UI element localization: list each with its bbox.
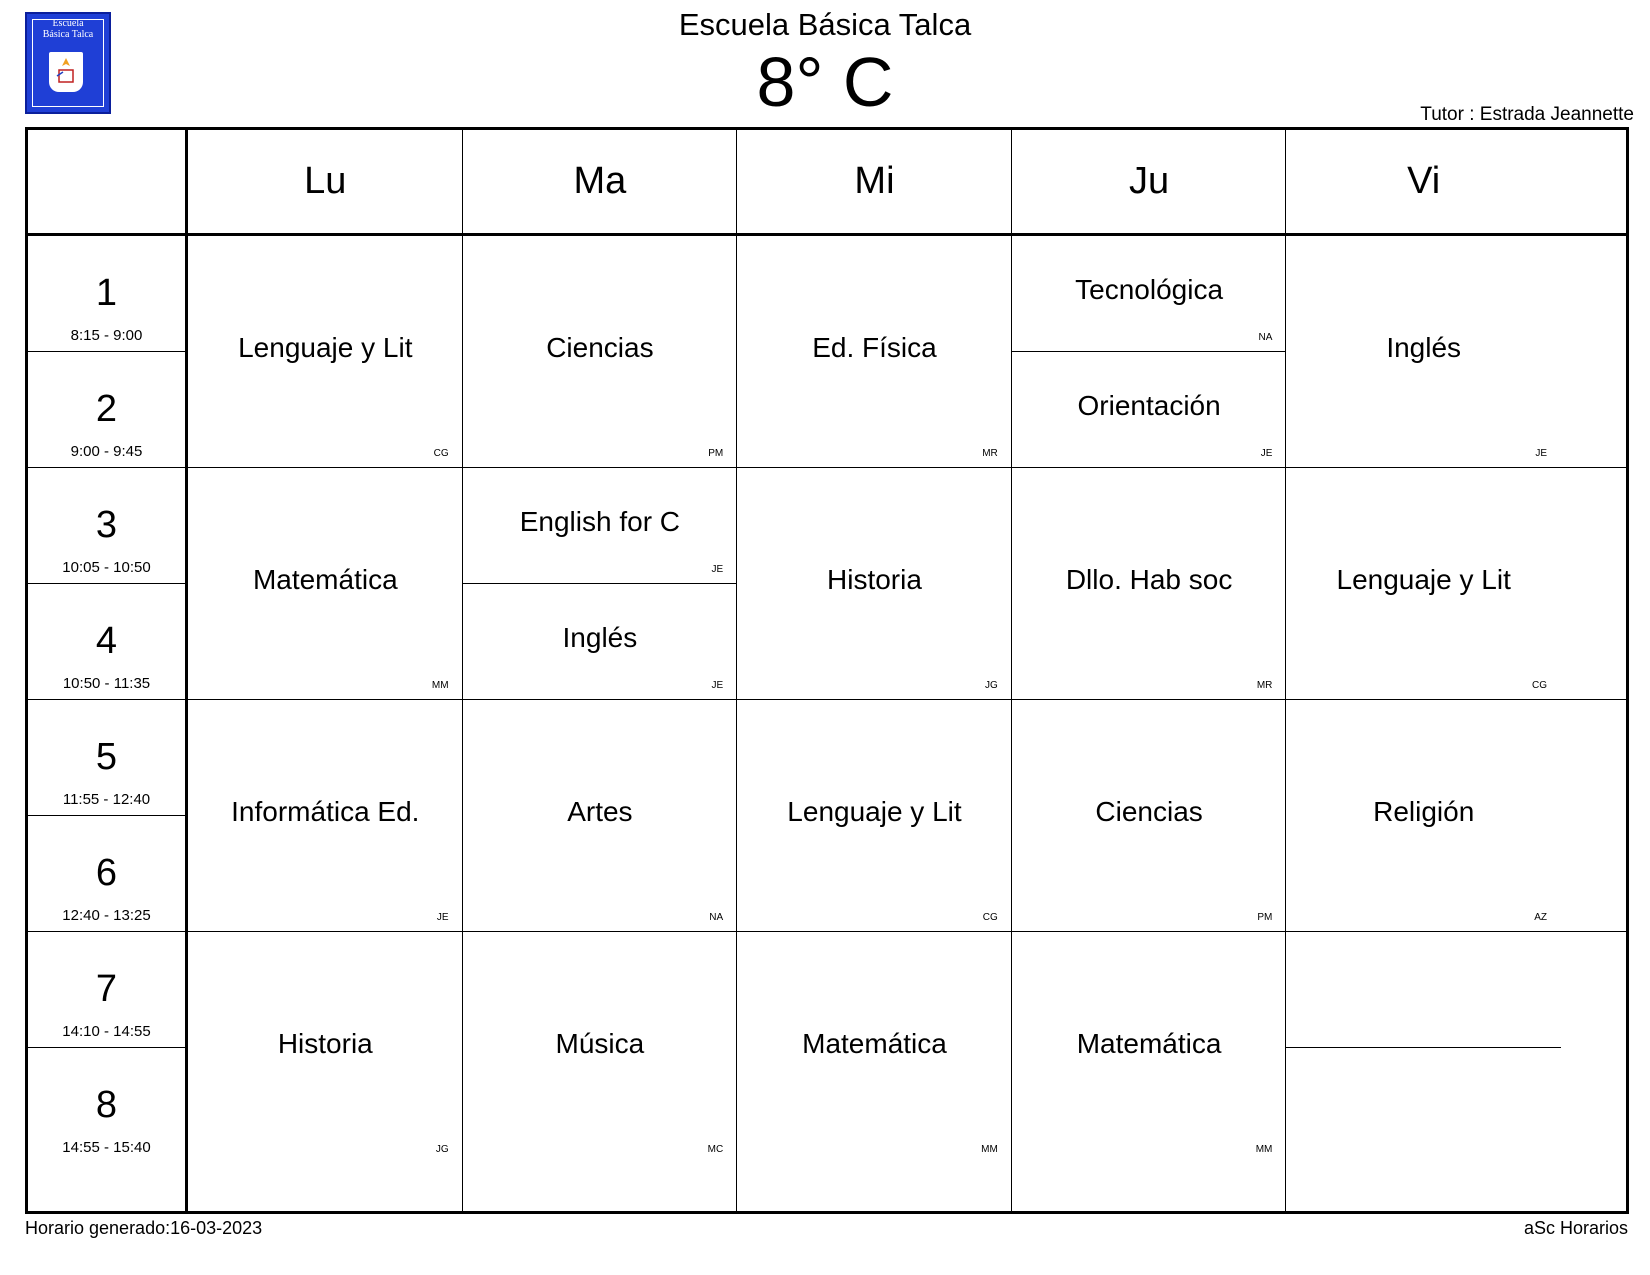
period-row-divider [28, 583, 185, 584]
period-row-divider [28, 699, 185, 700]
lesson-teacher: JE [436, 912, 449, 923]
period-number: 3 [95, 504, 118, 546]
period-row-divider [28, 931, 185, 932]
lesson-cell [188, 932, 463, 1164]
lesson-teacher: JG [435, 1144, 449, 1155]
timetable-grid [25, 127, 1629, 1214]
period-time: 14:55 - 15:40 [62, 1139, 151, 1156]
lesson-cell [737, 236, 1012, 468]
period-number: 2 [95, 388, 118, 430]
lesson-cell [188, 236, 463, 468]
period-time: 9:00 - 9:45 [70, 443, 143, 460]
day-header-ma: Ma [573, 160, 627, 202]
lesson-subject: Música [555, 1028, 645, 1059]
lesson-cell [188, 700, 463, 932]
lesson-teacher: CG [982, 912, 998, 923]
lesson-cell [1012, 236, 1287, 352]
lesson-cell [463, 932, 738, 1164]
day-header-ju: Ju [1129, 160, 1170, 202]
period-row-divider [28, 467, 185, 468]
lesson-subject: Lenguaje y Lit [1336, 564, 1511, 595]
lesson-subject: Matemática [1076, 1028, 1222, 1059]
lesson-teacher: JE [1535, 448, 1547, 459]
lesson-subject: Lenguaje y Lit [238, 332, 413, 363]
period-time: 8:15 - 9:00 [70, 327, 143, 344]
period-row-divider [28, 351, 185, 352]
lesson-subject: Informática Ed. [231, 796, 420, 827]
lesson-subject: Historia [827, 564, 922, 595]
lesson-cell [463, 700, 738, 932]
period-time: 14:10 - 14:55 [62, 1023, 151, 1040]
lesson-cell [1012, 932, 1287, 1164]
lesson-teacher: MR [982, 448, 998, 459]
lesson-cell [463, 236, 738, 468]
lesson-teacher: JG [985, 680, 998, 691]
period-time: 12:40 - 13:25 [62, 907, 151, 924]
lesson-cell [737, 700, 1012, 932]
lesson-teacher: NA [709, 912, 724, 923]
lesson-subject: Ciencias [546, 332, 654, 363]
lesson-teacher: PM [1257, 912, 1273, 923]
day-header-lu: Lu [304, 160, 347, 202]
lesson-cell [1012, 700, 1287, 932]
period-number: 7 [95, 968, 118, 1010]
lesson-teacher: AZ [1534, 912, 1547, 923]
period-row-divider [28, 1047, 185, 1048]
lesson-teacher: PM [708, 448, 724, 459]
lesson-cell [737, 932, 1012, 1164]
lesson-subject: Lenguaje y Lit [787, 796, 962, 827]
logo-text: Escuela Básica Talca [42, 18, 94, 40]
school-name: Escuela Básica Talca [678, 7, 972, 42]
class-name: 8° C [756, 43, 894, 121]
lesson-cell [188, 468, 463, 700]
lesson-teacher: NA [1258, 332, 1273, 343]
day-header-mi: Mi [854, 160, 895, 202]
lesson-subject: Ciencias [1095, 796, 1203, 827]
empty-slot-divider [1286, 1047, 1561, 1048]
lesson-teacher: MM [431, 680, 449, 691]
lesson-cell [463, 584, 738, 700]
lesson-subject: Artes [567, 796, 633, 827]
lesson-cell [463, 468, 738, 584]
period-number: 1 [95, 272, 118, 314]
period-number: 8 [95, 1084, 118, 1126]
generated-date: Horario generado:16-03-2023 [25, 1218, 263, 1238]
lesson-cell [1286, 468, 1561, 700]
software-name: aSc Horarios [1523, 1218, 1628, 1238]
lesson-cell [1012, 352, 1287, 468]
period-number: 6 [95, 852, 118, 894]
day-header-vi: Vi [1407, 160, 1441, 202]
lesson-subject: Inglés [562, 622, 638, 653]
period-number: 4 [95, 620, 118, 662]
tutor-label: Tutor : Estrada Jeannette [1420, 104, 1634, 125]
lesson-teacher: MR [1256, 680, 1273, 691]
period-time: 10:50 - 11:35 [62, 675, 151, 692]
lesson-cell [1286, 236, 1561, 468]
period-time: 11:55 - 12:40 [62, 791, 151, 808]
period-number: 5 [95, 736, 118, 778]
lesson-subject: Tecnológica [1075, 274, 1224, 305]
lesson-subject: Matemática [802, 1028, 947, 1059]
lesson-teacher: JE [711, 564, 724, 575]
lesson-teacher: MM [981, 1144, 998, 1155]
lesson-subject: Orientación [1077, 390, 1221, 421]
lesson-teacher: CG [1531, 680, 1547, 691]
lesson-subject: Dllo. Hab soc [1065, 564, 1233, 595]
lesson-subject: Ed. Física [812, 332, 937, 363]
lesson-teacher: JE [711, 680, 724, 691]
lesson-teacher: MC [707, 1144, 724, 1155]
lesson-teacher: MM [1255, 1144, 1273, 1155]
lesson-subject: English for C [519, 506, 681, 537]
lesson-cell [737, 468, 1012, 700]
lesson-subject: Matemática [252, 564, 398, 595]
lesson-subject: Inglés [1386, 332, 1462, 363]
lesson-cell [1286, 700, 1561, 932]
period-row-divider [28, 815, 185, 816]
lesson-teacher: CG [433, 448, 449, 459]
period-time: 10:05 - 10:50 [62, 559, 151, 576]
lesson-subject: Historia [277, 1028, 373, 1059]
lesson-subject: Religión [1373, 796, 1475, 827]
lesson-cell [1012, 468, 1287, 700]
lesson-teacher: JE [1260, 448, 1273, 459]
